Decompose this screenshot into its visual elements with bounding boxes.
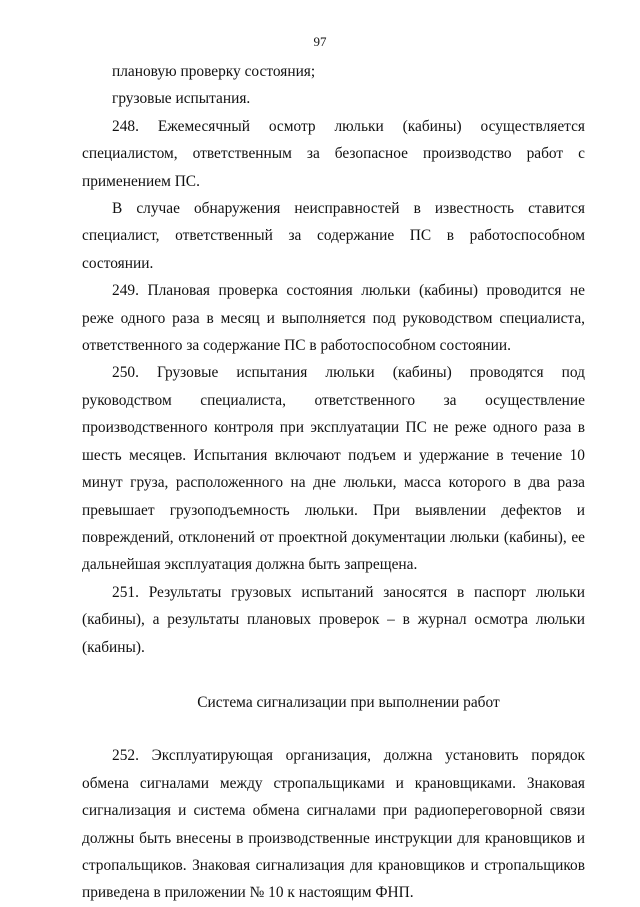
paragraph-248-continuation: В случае обнаружения неисправностей в известность ставится специалист, ответственный за содержание ПС в работоспособном состоянии. (82, 200, 585, 272)
list-item-load-tests: грузовые испытания. (112, 90, 251, 108)
paragraph-249: 249. Плановая проверка состояния люльки (кабины) проводится не реже одного раза в месяц и выполняется под руководством специалиста, ответственного за содержание ПС в работоспособном состоянии. (82, 282, 585, 355)
paragraph-252: 252. Эксплуатирующая организация, должна установить порядок обмена сигналами между стропальщиками и крановщиками. Знаковая сигнализация и система обмена сигналами при радиопереговорной связи должны быть внесены в производственные инструкции для крановщиков и стропальщиков. Знаковая сигнализация для крановщиков и стропальщиков приведена в приложении № 10 к настоящим ФНП. (82, 747, 585, 902)
page-number: 97 (313, 34, 327, 49)
paragraph-248: 248. Ежемесячный осмотр люльки (кабины) осуществляется специалистом, ответственным за безопасное производство работ с применением ПС. (82, 117, 585, 190)
section-heading: Система сигнализации при выполнении работ (197, 693, 500, 711)
paragraph-250: 250. Грузовые испытания люльки (кабины) проводятся под руководством специалиста, ответственного за осуществление производственного контроля при эксплуатации ПС не реже одного раза в шесть месяцев. Испытания включают подъем и удержание в течение 10 минут груза, расположенного на дне люльки, масса которого в два раза превышает грузоподъемность люльки. При выявлении дефектов и повреждений, отклонений от проектной документации люльки (кабины), ее дальнейшая эксплуатация должна быть запрещена. (82, 364, 585, 574)
list-item-planned-check: плановую проверку состояния; (112, 63, 316, 80)
paragraph-251: 251. Результаты грузовых испытаний заносятся в паспорт люльки (кабины), а результаты плановых проверок – в журнал осмотра люльки (кабины). (82, 583, 585, 656)
document-body (82, 58, 585, 907)
